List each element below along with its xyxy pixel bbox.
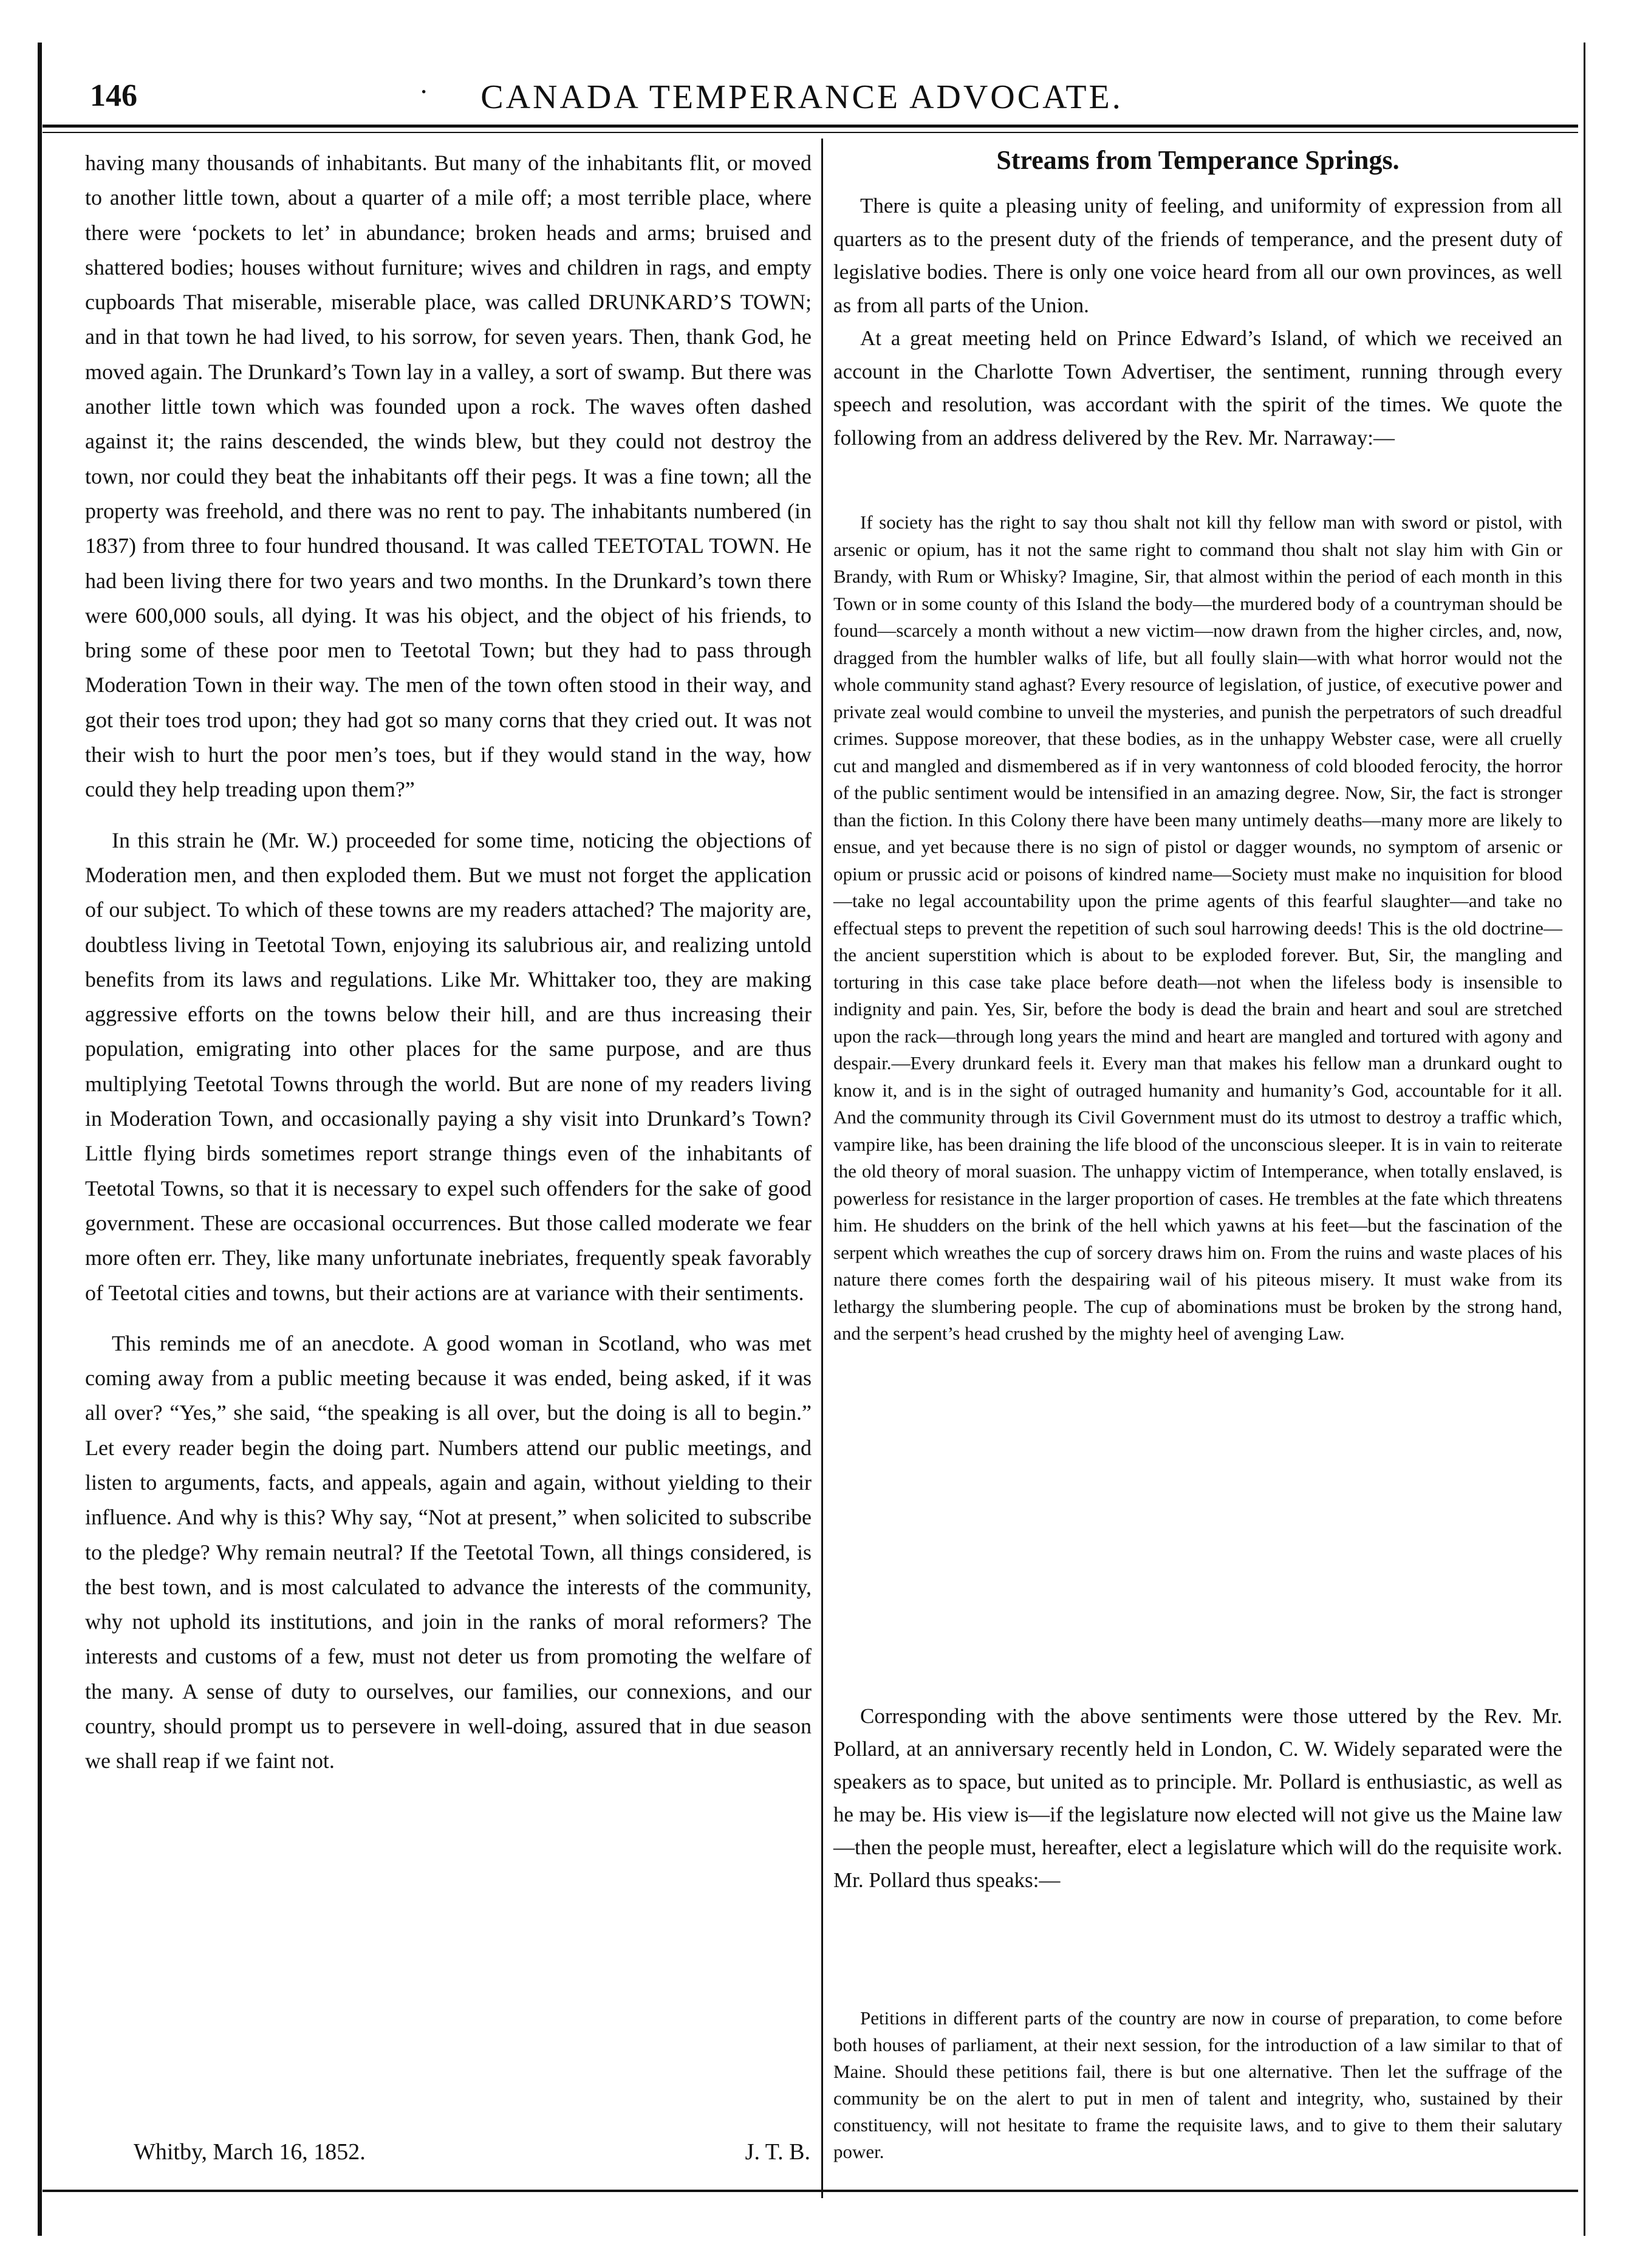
article-signature <box>85 2139 812 2175</box>
signature-place-date: Whitby, March 16, 1852. <box>134 2139 366 2165</box>
column-divider <box>821 139 823 2198</box>
signature-initials: J. T. B. <box>745 2139 810 2165</box>
header-rule-bottom <box>43 132 1578 133</box>
header-ornament: · <box>419 76 429 107</box>
article-paragraph: In this strain he (Mr. W.) proceeded for some time, noticing the objections of Moderation men, and then exploded them. But we must not forget the application of our subject. To which of these towns are my readers attached? The majority are, doubtless living in Teetotal Town, enjoying its salubrious air, and realizing untold benefits from its laws and regulations. Like Mr. Whittaker too, they are making aggressive efforts on the towns below their hill, and are thus increasing their population, emigrating into other places for the same purpose, and are thus multiplying Teetotal Towns through the world. But are none of my readers living in Moderation Town, and occasionally paying a shy visit into Drunkard’s Town? Little flying birds sometimes report strange things even of the inhabitants of Teetotal Towns, so that it is necessary to expel such offenders for the sake of good government. These are occasional occurrences. But those called moderate we fear more often err. They, like many unfortunate inebriates, frequently speak favorably of Teetotal cities and towns, but their actions are at variance with their sentiments. <box>85 827 812 1305</box>
header-rule-top <box>43 125 1578 128</box>
quoted-address <box>833 509 1562 1348</box>
article-paragraph: This reminds me of an anecdote. A good woman in Scotland, who was met coming away from a public meeting because it was ended, being asked, if it was all over? “Yes,” she said, “the speaking is all over, but the doing is all to begin.” Let every reader begin the doing part. Numbers attend our public meetings, and listen to arguments, facts, and appeals, again and again, without yielding to their influence. And why is this? Why say, “Not at present,” when solicited to subscribe to the pledge? Why remain neutral? If the Teetotal Town, all things considered, is the best town, and is most calculated to advance the interests of the community, why not uphold its institutions, and join in the ranks of moral reformers? The interests and customs of a few, must not deter us from promoting the welfare of the many. A sense of duty to ourselves, our families, our connexions, and our country, should prompt us to persevere in well-doing, assured that in due season we shall reap if we faint not. <box>85 1331 812 1773</box>
article-paragraph: There is quite a pleasing unity of feeling, and uniformity of expression from all quarters as to the present duty of the friends of temperance, and the present duty of legislative bodies. There is only one voice heard from all our own provinces, as well as from all parts of the Union. <box>833 194 1562 317</box>
article-paragraph: Corresponding with the above sentiments were those uttered by the Rev. Mr. Pollard, at an anniversary recently held in London, C. W. Widely separated were the speakers as to space, but united as to principle. Mr. Pollard is enthusiastic, as well as he may be. His view is—if the legislature now elected will not give us the Maine law—then the people must, hereafter, elect a legislature which will do the requisite work. Mr. Pollard thus speaks:— <box>833 1704 1562 1892</box>
quote-paragraph: Petitions in different parts of the country are now in course of preparation, to come before both houses of parliament, at their next session, for the introduction of a law similar to that of Maine. Should these petitions fail, there is but one alternative. Then let the suffrage of the community be on the alert to put in men of talent and integrity, who, sustained by their constituency, will not hesitate to frame the requisite laws, and to give to them their salutary power. <box>833 2007 1562 2162</box>
article-heading: Streams from Temperance Springs. <box>996 145 1400 175</box>
page-header <box>49 78 1555 126</box>
page-number: 146 <box>90 78 137 113</box>
right-column-continuation <box>833 1700 1562 1897</box>
article-paragraph: having many thousands of inhabitants. But many of the inhabitants flit, or moved to another little town, about a quarter of a mile off; a most terrible place, where there were ‘pockets to let’ in abundance; broken heads and arms; bruised and shattered bodies; houses without furniture; wives and children in rags, and empty cupboards That miserable, miserable place, was called DRUNKARD’S TOWN; and in that town he had lived, to his sorrow, for seven years. Then, thank God, he moved again. The Drunkard’s Town lay in a valley, a sort of swamp. But there was another little town which was founded upon a rock. The waves often dashed against it; the rains descended, the winds blew, but they could not destroy the town, nor could they beat the inhabitants off their pegs. It was a fine town; all the property was freehold, and there was no rent to pay. The inhabitants numbered (in 1837) from three to four hundred thousand. It was called TEETOTAL TOWN. He had been living there for two years and two months. In the Drunkard’s town there were 600,000 souls, all dying. It was his object, and the object of his friends, to bring some of these poor men to Teetotal Town; but they had to pass through Moderation Town in their way. The men of the town often stood in their way, and got their toes trod upon; they had got so many corns that they cried out. It was not their wish to hurt the poor men’s toes, but if they would stand in the way, how could they help treading upon them?” <box>85 151 812 802</box>
quote-paragraph: If society has the right to say thou shalt not kill thy fellow man with sword or pistol, with arsenic or opium, has it not the same right to command thou shalt not slay him with Gin or Brandy, with Rum or Whisky? Imagine, Sir, that almost within the period of each month in this Town or in some county of this Island the body—the murdered body of a countryman should be found—scarcely a month without a new victim—now drawn from the higher circles, and, now, dragged from the humbler walks of life, but all foully slain—with what horror would not the whole community stand aghast? Every resource of legislation, of justice, of executive power and private zeal would combine to unveil the mysteries, and punish the perpetrators of such dreadful crimes. Suppose moreover, that these bodies, as in the unhappy Webster case, were all cruelly cut and mangled and dismembered as if in very wantonness of cold blooded ferocity, the horror of the public sentiment would be intensified in an amazing degree. Now, Sir, the fact is stronger than the fiction. In this Colony there have been many untimely deaths—many more are likely to ensue, and yet because there is no sign of pistol or dagger wounds, no symptom of arsenic or opium or prussic acid or poisons of kindred name—Society must make no inquisition for blood—take no legal accountability upon the prime agents of this fearful slaughter—and take no effectual steps to prevent the repetition of such soul harrowing deeds! This is the old doctrine—the ancient superstition which is about to be exploded forever. But, Sir, the mangling and torturing in this case take place before death—not when the lifeless body is insensible to indignity and pain. Yes, Sir, before the body is dead the brain and heart and soul are stretched upon the rack—through long years the mind and heart are mangled and tortured with agony and despair.—Every drunkard feels it. Every man that makes his fellow man a drunkard ought to know it, and is in the sight of outraged humanity and humanity’s God, accountable for it all. And the community through its Civil Government must do its utmost to destroy a traffic which, vampire like, has been draining the life blood of the unconscious sleeper. It is in vain to reiterate the old theory of moral suasion. The unhappy victim of Intemperance, when totally enslaved, is powerless for resistance in the larger proportion of cases. He trembles at the fate which threatens him. He shudders on the brink of the hell which yawns at his feet—but the fascination of the serpent which wreathes the cup of sorcery draws him on. From the ruins and waste places of his nature there comes forth the despairing wail of his piteous misery. It must wake from its lethargy the slumbering people. The cup of abominations must be broken by the strong hand, and the serpent’s head crushed by the mighty heel of avenging Law. <box>833 512 1562 1344</box>
footer-rule <box>43 2190 1578 2192</box>
right-column-intro <box>833 190 1562 454</box>
article-paragraph: At a great meeting held on Prince Edward’s Island, of which we received an account in the Charlotte Town Advertiser, the sentiment, running through every speech and resolution, was accordant with the spirit of the times. We quote the following from an address delivered by the Rev. Mr. Narraway:— <box>833 326 1562 450</box>
quoted-speech <box>833 2005 1562 2165</box>
masthead-title: CANADA TEMPERANCE ADVOCATE. <box>480 78 1123 116</box>
left-column <box>85 146 812 1779</box>
